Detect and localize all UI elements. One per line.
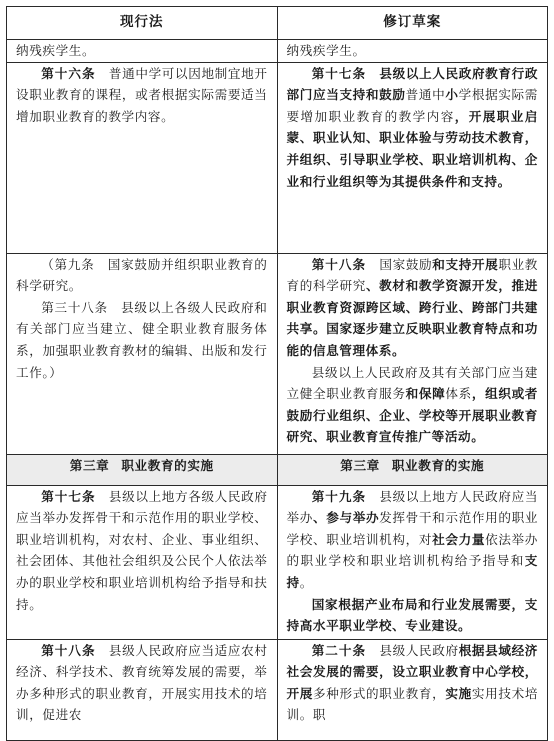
- paragraph: [287, 640, 539, 726]
- header-revised-draft: 修订草案: [277, 7, 548, 40]
- article-text: 体系: [445, 386, 472, 402]
- table-row: [7, 639, 548, 740]
- paragraph: [287, 63, 539, 193]
- article-text: 国家鼓励: [379, 256, 433, 272]
- cell-left: [7, 253, 278, 454]
- article-text-bold: ，开展职业启蒙、职业认知、职业体验与劳动技术教育，并组织、引导职业学校、职业培训机构、企业和行业组织等为其提供条件和支持。: [286, 108, 538, 189]
- article-text: 依法举办的职业学校和职业培训机构给予指导和: [286, 531, 538, 569]
- article-number: 第十七条: [41, 488, 96, 504]
- article-number: 第十九条: [311, 488, 367, 504]
- article-number: 第二十条: [311, 642, 367, 658]
- cell-right: [277, 62, 548, 253]
- article-text: 县级人民政府: [379, 642, 459, 658]
- article-text-bold: 和保障: [405, 386, 446, 402]
- comparison-table: [6, 6, 548, 741]
- article-text: 县级以上地方人民政府应当举办: [286, 488, 539, 526]
- article-text-bold: 小: [445, 87, 459, 103]
- article-text: 职业教育的科学研究: [286, 256, 538, 294]
- chapter-heading-left: [7, 454, 278, 485]
- article-text: 普通中: [405, 87, 446, 103]
- article-text-bold: 和支持开展: [432, 256, 499, 272]
- cell-left: [7, 62, 278, 253]
- paragraph: （第九条 国家鼓励并组织职业教育的科学研究。: [16, 256, 268, 294]
- paragraph: 第三十八条 县级以上各级人民政府和有关部门应当建立、健全职业教育服务体系，加强职业教育教材的编辑、出版和发行工作。）: [16, 299, 268, 380]
- article-text: 发挥骨干和示范作用的职业学校、职业培训机构，对: [286, 510, 539, 547]
- chapter-number: 第三章: [69, 457, 110, 473]
- chapter-heading-right: [277, 454, 548, 485]
- article-text-bold: 实施: [445, 685, 472, 701]
- paragraph: [287, 254, 539, 362]
- article-text-bold: 社会力量: [432, 531, 486, 547]
- table-row: [7, 253, 548, 454]
- article-text-bold: 、参与举办: [312, 510, 380, 526]
- article-text: 县级人民政府应当适应农村经济、科学技术、教育统筹发展的需要，举办多种形式的职业教育，开展实用技术的培训，促进农: [16, 642, 268, 723]
- paragraph: [16, 640, 268, 726]
- article-text-bold: 县级以上人民政府教育行政部门应当支持和鼓励: [286, 65, 539, 103]
- article-number: 第十八条: [311, 256, 367, 272]
- article-number: 第十八条: [41, 642, 96, 658]
- article-text: 。: [299, 574, 313, 590]
- chapter-title: 职业教育的实施: [391, 457, 485, 473]
- chapter-row: [7, 454, 548, 485]
- paragraph: 国家根据产业布局和行业发展需要，支持高水平职业学校、专业建设。: [286, 596, 538, 634]
- article-text: 多种形式的职业教育，: [312, 685, 446, 701]
- cell-right: [277, 485, 548, 639]
- cell-right: [277, 639, 548, 740]
- paragraph: [16, 486, 268, 616]
- article-text-bold: ，组织或者鼓励行业组织、企业、学校等开展职业教育研究、职业教育宣传推广等活动。: [286, 386, 539, 445]
- cell-left: [7, 485, 278, 639]
- cell-right: [277, 40, 548, 63]
- article-text-bold: 根据县域经济社会发展的需要，设立职业教育中心学校，开展: [286, 642, 538, 701]
- chapter-number: 第三章: [340, 457, 380, 473]
- table-row: [7, 40, 548, 63]
- paragraph: [287, 362, 539, 448]
- table-row: [7, 62, 548, 253]
- header-current-law: 现行法: [7, 7, 278, 40]
- paragraph: [287, 486, 539, 594]
- cell-right: [277, 253, 548, 454]
- article-text-bold: 、教材和教学资源开发，推进职业教育资源跨区域、跨行业、跨部门共建共享。国家逐步建立反映职业教育特点和功能的信息管理体系。: [286, 278, 538, 358]
- text: 纳残疾学生。: [286, 43, 366, 58]
- article-number: 第十七条: [311, 65, 367, 81]
- table-header-row: [7, 7, 548, 40]
- text: 纳残疾学生。: [16, 43, 96, 58]
- cell-left: [7, 639, 278, 740]
- article-text: 实用技术培训。职: [286, 685, 539, 723]
- article-number: 第十六条: [41, 65, 96, 81]
- article-text-bold: 支持: [286, 553, 538, 590]
- article-text: 县级以上人民政府及其有关部门应当建立健全职业教育服务: [286, 364, 538, 402]
- article-text: 学根据实际需要增加职业教育的教学内容: [286, 87, 538, 124]
- cell-left: [7, 40, 278, 63]
- table-row: [7, 485, 548, 639]
- paragraph: [16, 63, 268, 128]
- article-text: 普通中学可以因地制宜地开设职业教育的课程，或者根据实际需要适当增加职业教育的教学内容。: [16, 65, 268, 124]
- article-text: 县级以上地方各级人民政府应当举办发挥骨干和示范作用的职业学校、职业培训机构，对农村、企业、事业组织、社会团体、其他社会组织及公民个人依法举办的职业学校和职业培训机构给予指导和扶持。: [16, 488, 268, 612]
- chapter-title: 职业教育的实施: [121, 457, 214, 473]
